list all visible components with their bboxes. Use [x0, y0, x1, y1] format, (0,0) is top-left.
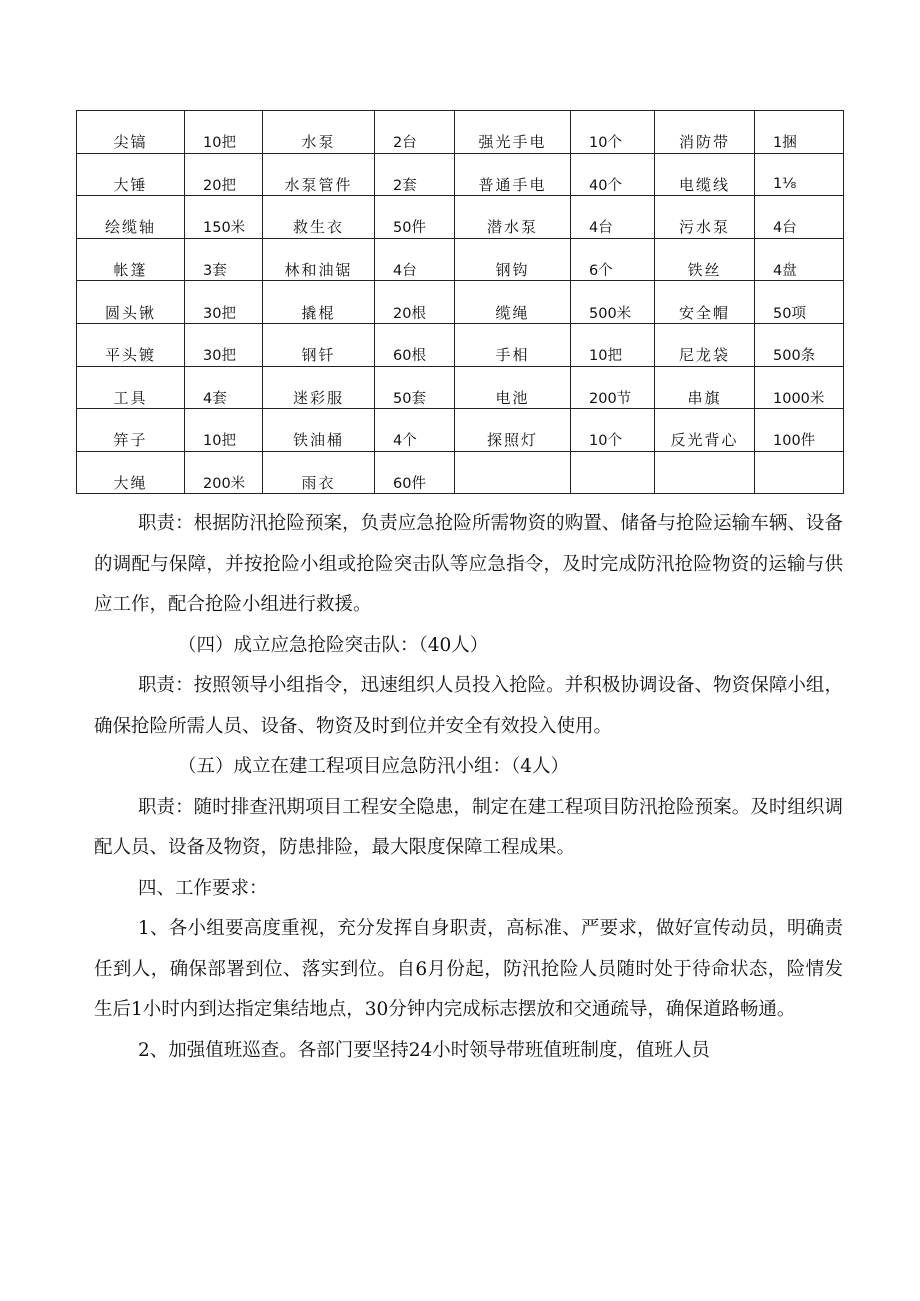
item-quantity: 60根 — [393, 348, 426, 365]
item-name-cell — [263, 366, 375, 409]
item-name-cell — [455, 323, 571, 366]
table-row — [77, 281, 844, 324]
item-quantity: 4台 — [589, 220, 613, 237]
item-quantity: 50件 — [393, 220, 426, 237]
item-quantity: 500米 — [589, 305, 632, 322]
item-name-cell — [655, 196, 755, 239]
item-quantity: 4个 — [393, 433, 417, 450]
item-name-cell — [455, 366, 571, 409]
item-quantity: 50项 — [773, 305, 806, 322]
item-name-cell — [77, 153, 185, 196]
item-quantity-cell — [755, 323, 844, 366]
item-quantity-cell — [755, 196, 844, 239]
item-name: 笄子 — [113, 431, 148, 450]
equipment-table — [76, 110, 844, 494]
item-name: 铁油桶 — [292, 431, 344, 450]
item-name: 钢钎 — [301, 346, 336, 365]
item-name-cell — [655, 281, 755, 324]
item-name-cell — [263, 323, 375, 366]
item-quantity: 10个 — [589, 135, 622, 152]
item-name-cell — [455, 153, 571, 196]
item-name: 安全帽 — [678, 303, 730, 322]
item-name: 水泵 — [301, 133, 336, 152]
item-quantity: 10把 — [203, 135, 236, 152]
item-quantity: 60件 — [393, 476, 426, 493]
item-quantity-cell — [571, 196, 655, 239]
item-quantity-cell — [571, 323, 655, 366]
item-quantity-cell — [375, 238, 455, 281]
item-name: 雨衣 — [301, 474, 336, 493]
item-quantity: 10个 — [589, 433, 622, 450]
item-quantity: 200米 — [203, 476, 246, 493]
table-row — [77, 153, 844, 196]
item-name-cell — [263, 409, 375, 452]
item-quantity-cell — [755, 111, 844, 154]
item-name: 撬棍 — [301, 303, 336, 322]
item-name: 反光背心 — [670, 431, 739, 450]
item-quantity: 150米 — [203, 220, 246, 237]
item-quantity: 1⅛ — [773, 176, 797, 193]
item-quantity: 2套 — [393, 177, 417, 194]
item-name: 探照灯 — [486, 431, 538, 450]
item-name-cell — [77, 281, 185, 324]
item-name: 救生衣 — [292, 218, 344, 237]
item-name: 平头镀 — [104, 346, 156, 365]
item-quantity: 20把 — [203, 177, 236, 194]
item-quantity-cell — [185, 238, 263, 281]
item-name-cell — [655, 366, 755, 409]
item-quantity: 30把 — [203, 348, 236, 365]
item-name: 电缆线 — [678, 175, 730, 194]
item-name: 普通手电 — [478, 175, 547, 194]
table-row — [77, 323, 844, 366]
item-quantity-cell — [375, 153, 455, 196]
item-quantity: 1000米 — [773, 390, 825, 407]
item-quantity: 500条 — [773, 348, 816, 365]
item-quantity-cell — [185, 409, 263, 452]
item-name: 尖镐 — [113, 133, 148, 152]
item-name: 林和油锯 — [284, 261, 353, 280]
item-name-cell — [455, 409, 571, 452]
item-name-cell — [263, 238, 375, 281]
item-quantity-cell — [755, 409, 844, 452]
item-quantity-cell — [755, 281, 844, 324]
item-quantity: 10把 — [589, 348, 622, 365]
item-name-cell — [655, 111, 755, 154]
item-name: 潜水泵 — [486, 218, 538, 237]
item-name-cell — [263, 153, 375, 196]
item-name-cell — [77, 238, 185, 281]
document-body — [94, 504, 843, 1071]
item-quantity-cell — [571, 366, 655, 409]
item-name: 串旗 — [687, 388, 722, 407]
table-row — [77, 409, 844, 452]
item-name: 工具 — [113, 388, 148, 407]
item-name-cell — [655, 153, 755, 196]
item-quantity: 40个 — [589, 177, 622, 194]
item-quantity-cell — [571, 451, 655, 494]
heading-assault-team: （四）成立应急抢险突击队：（40人） — [178, 634, 489, 656]
heading-work-requirements: 四、工作要求： — [138, 877, 268, 899]
item-name-cell — [77, 111, 185, 154]
item-name-cell — [263, 281, 375, 324]
item-name: 大绳 — [113, 474, 148, 493]
item-name-cell — [77, 451, 185, 494]
item-quantity-cell — [375, 409, 455, 452]
paragraph-requirement-1: 1、各小组要高度重视，充分发挥自身职责，高标准、严要求，做好宣传动员，明确责任到人，确保部署到位、落实到位。自6月份起，防汛抢险人员随时处于待命状态，险情发生后1小时内到达指定集结地点，30分钟内完成标志摆放和交通疏导，确保道路畅通。 — [94, 918, 843, 1020]
item-quantity-cell — [755, 238, 844, 281]
item-name-cell — [455, 196, 571, 239]
item-quantity: 200节 — [589, 390, 632, 407]
table-row — [77, 451, 844, 494]
item-quantity-cell — [571, 281, 655, 324]
item-quantity-cell — [375, 111, 455, 154]
item-quantity-cell — [185, 323, 263, 366]
item-quantity-cell — [185, 366, 263, 409]
item-name: 帐篷 — [113, 261, 148, 280]
item-name: 钢钩 — [495, 261, 530, 280]
item-quantity-cell — [571, 238, 655, 281]
item-name-cell — [263, 451, 375, 494]
item-name-cell — [455, 281, 571, 324]
item-quantity: 4台 — [393, 263, 417, 280]
item-name-cell — [655, 409, 755, 452]
item-quantity: 3套 — [203, 263, 227, 280]
table-row — [77, 111, 844, 154]
table-row — [77, 196, 844, 239]
item-name: 电池 — [495, 388, 530, 407]
table-row — [77, 238, 844, 281]
item-quantity-cell — [755, 366, 844, 409]
item-name: 水泵管件 — [284, 175, 353, 194]
item-name: 手相 — [495, 346, 530, 365]
paragraph-requirement-2: 2、加强值班巡查。各部门要坚持24小时领导带班值班制度，值班人员 — [138, 1039, 710, 1061]
item-quantity-cell — [755, 451, 844, 494]
item-name: 大锤 — [113, 175, 148, 194]
item-quantity: 50套 — [393, 390, 426, 407]
paragraph-assault-duty: 职责：按照领导小组指令，迅速组织人员投入抢险。并积极协调设备、物资保障小组，确保抢险所需人员、设备、物资及时到位并安全有效投入使用。 — [94, 675, 843, 737]
item-quantity-cell — [755, 153, 844, 196]
item-name: 迷彩服 — [292, 388, 344, 407]
item-quantity-cell — [571, 153, 655, 196]
item-name: 圆头锹 — [104, 303, 156, 322]
item-quantity-cell — [375, 196, 455, 239]
paragraph-project-duty: 职责：随时排查汛期项目工程安全隐患，制定在建工程项目防汛抢险预案。及时组织调配人员、设备及物资，防患排险，最大限度保障工程成果。 — [94, 796, 843, 858]
paragraph-supply-duty: 职责：根据防汛抢险预案，负责应急抢险所需物资的购置、储备与抢险运输车辆、设备的调配与保障，并按抢险小组或抢险突击队等应急指令，及时完成防汛抢险物资的运输与供应工作，配合抢险小组进行救援。 — [94, 513, 843, 615]
item-quantity: 20根 — [393, 305, 426, 322]
item-quantity-cell — [185, 153, 263, 196]
item-name-cell — [77, 196, 185, 239]
item-quantity-cell — [185, 196, 263, 239]
item-quantity-cell — [185, 451, 263, 494]
item-quantity-cell — [185, 281, 263, 324]
item-quantity-cell — [571, 409, 655, 452]
item-name-cell — [263, 196, 375, 239]
item-quantity: 30把 — [203, 305, 236, 322]
item-name-cell — [655, 323, 755, 366]
item-name-cell — [455, 111, 571, 154]
item-name: 污水泵 — [678, 218, 730, 237]
item-quantity: 4台 — [773, 220, 797, 237]
item-quantity-cell — [571, 111, 655, 154]
item-quantity-cell — [185, 111, 263, 154]
item-name: 绘缆轴 — [104, 218, 156, 237]
item-quantity-cell — [375, 451, 455, 494]
item-name: 铁丝 — [687, 261, 722, 280]
item-name: 强光手电 — [478, 133, 547, 152]
item-name-cell — [77, 409, 185, 452]
item-name-cell — [455, 451, 571, 494]
item-name: 缆绳 — [495, 303, 530, 322]
item-quantity: 1捆 — [773, 135, 797, 152]
item-quantity: 2台 — [393, 135, 417, 152]
item-quantity: 6个 — [589, 263, 613, 280]
item-quantity: 4套 — [203, 390, 227, 407]
item-name-cell — [455, 238, 571, 281]
item-name-cell — [655, 451, 755, 494]
item-quantity: 10把 — [203, 433, 236, 450]
heading-project-team: （五）成立在建工程项目应急防汛小组：（4人） — [178, 756, 570, 777]
table-row — [77, 366, 844, 409]
item-name-cell — [655, 238, 755, 281]
item-quantity-cell — [375, 281, 455, 324]
item-quantity: 100件 — [773, 433, 816, 450]
item-name-cell — [263, 111, 375, 154]
item-name: 消防带 — [678, 133, 730, 152]
item-quantity-cell — [375, 366, 455, 409]
item-quantity-cell — [375, 323, 455, 366]
item-name-cell — [77, 323, 185, 366]
item-quantity: 4盘 — [773, 263, 797, 280]
item-name-cell — [77, 366, 185, 409]
item-name: 尼龙袋 — [678, 346, 730, 365]
